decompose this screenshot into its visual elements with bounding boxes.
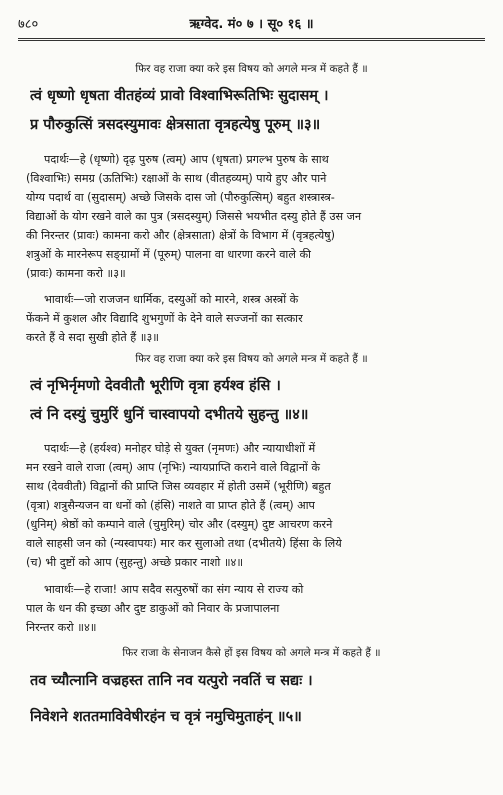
- mantra-line: त्वं नि दस्युं चुमुरिं धुनिं चास्वापयो दभीतये सुहन्तु ॥४॥: [30, 407, 309, 423]
- padartha-line: वाले साहसी जन को (न्यस्वापयः) मार कर सुलाओ तथा (दभीतये) हिंसा के लिये: [26, 537, 342, 550]
- padartha-line: (प्रावः) कामना करो ॥३॥: [26, 267, 126, 280]
- running-title: ऋग्वेद. मं० ७ । सू० १६ ॥: [189, 17, 314, 32]
- padartha-line: योग्य पदार्थ वा (सुदासम्) अच्छे जिसके दास जो (पौरुकुत्सिम्) बहुत शस्त्रास्त्र-: [26, 191, 335, 204]
- header-rule-second: [18, 40, 485, 41]
- mantra-line: त्वं नृभिर्नृमणो देववीतौ भूरीणि वृत्रा हर्यश्व हंसि ।: [30, 378, 281, 394]
- padartha-line: मन रखने वाले राजा (त्वम्) आप (नृभिः) न्यायप्राप्ति कराने वाले विद्वानों के: [26, 461, 320, 474]
- bhavartha-line: निरन्तर करो ॥४॥: [26, 621, 97, 634]
- bhavartha-line: भावार्थः—हे राजा! आप सदैव सत्पुरुषों का संग न्याय से राज्य को: [44, 583, 304, 596]
- section-intro: फिर वह राजा क्या करे इस विषय को अगले मन्त्र में कहते हैं ॥: [135, 353, 368, 365]
- padartha-line: पदार्थः—हे (हर्यश्व) मनोहर घोड़े से युक्त (नृमणः) और न्यायाधीशों में: [44, 442, 316, 455]
- padartha-line: (वृत्रा) शत्रुसैन्यजन वा धनों को (हंसि) नाशते वा प्राप्त होते हैं (त्वम्) आप: [26, 499, 315, 512]
- bhavartha-line: पाल के धन की इच्छा और दुष्ट डाकुओं को निवार के प्रजापालना: [26, 602, 280, 615]
- bhavartha-line: फेंकने में कुशल और विद्यादि शुभगुणों के देने वाले सज्जनों का सत्कार: [26, 312, 303, 325]
- mantra-line: प्र पौरुकुत्सिं त्रसदस्युमावः क्षेत्रसाता वृत्रहत्येषु पूरुम् ॥३॥: [30, 117, 321, 133]
- padartha-line: (धुनिम्) श्रेष्ठों को कम्पाने वाले (चुमुरिम्) चोर और (दस्युम्) दुष्ट आचरण करने: [26, 518, 333, 531]
- header-rule: [18, 38, 485, 39]
- padartha-line: पदार्थः—हे (धृष्णो) दृढ़ पुरुष (त्वम्) आप (धृषता) प्रगल्भ पुरुष के साथ: [44, 153, 329, 166]
- mantra-line: तव च्यौत्नानि वज्रहस्त तानि नव यत्पुरो नवतिं च सद्यः ।: [30, 673, 313, 689]
- section-intro: फिर वह राजा क्या करे इस विषय को अगले मन्त्र में कहते हैं ॥: [135, 63, 368, 75]
- padartha-line: विद्याओं के योग रखने वाले का पुत्र (त्रसदस्युम्) जिससे भयभीत दस्यु होते हैं उस जन: [26, 210, 362, 223]
- padartha-line: साथ (देववीतौ) विद्वानों की प्राप्ति जिस व्यवहार में होती उसमें (भूरीणि) बहुत: [26, 480, 331, 493]
- padartha-line: की निरन्तर (प्रावः) कामना करो और (क्षेत्रसाता) क्षेत्रों के विभाग में (वृत्रहत्येषु): [26, 229, 336, 242]
- mantra-line: त्वं धृष्णो धृषता वीतहंव्यं प्रावो विश्वाभिरूतिभिः सुदासम् ।: [30, 88, 329, 104]
- padartha-line: (च) भी दुष्टों को आप (सुहन्तु) अच्छे प्रकार नाशो ॥४॥: [26, 556, 244, 569]
- section-intro: फिर राजा के सेनाजन कैसे हों इस विषय को अगले मन्त्र में कहते हैं ॥: [122, 647, 381, 659]
- mantra-line: निवेशने शततमाविवेषीरहंन च वृत्रं नमुचिमुताहंन् ॥५॥: [30, 709, 302, 725]
- bhavartha-line: भावार्थः—जो राजजन धार्मिक, दस्युओं को मारने, शस्त्र अस्त्रों के: [44, 293, 299, 306]
- page-number: ७८०: [18, 17, 39, 32]
- padartha-line: शत्रुओं के मारनेरूप सङ्ग्रामों में (पूरुम्) पालना वा धारणा करने वाले की: [26, 248, 311, 261]
- padartha-line: (विश्वाभिः) समग्र (ऊतिभिः) रक्षाओं के साथ (वीतहव्यम्) पाये हुए और पाने: [26, 172, 327, 185]
- bhavartha-line: करते हैं वे सदा सुखी होते हैं ॥३॥: [26, 331, 159, 344]
- page-header: [18, 14, 485, 36]
